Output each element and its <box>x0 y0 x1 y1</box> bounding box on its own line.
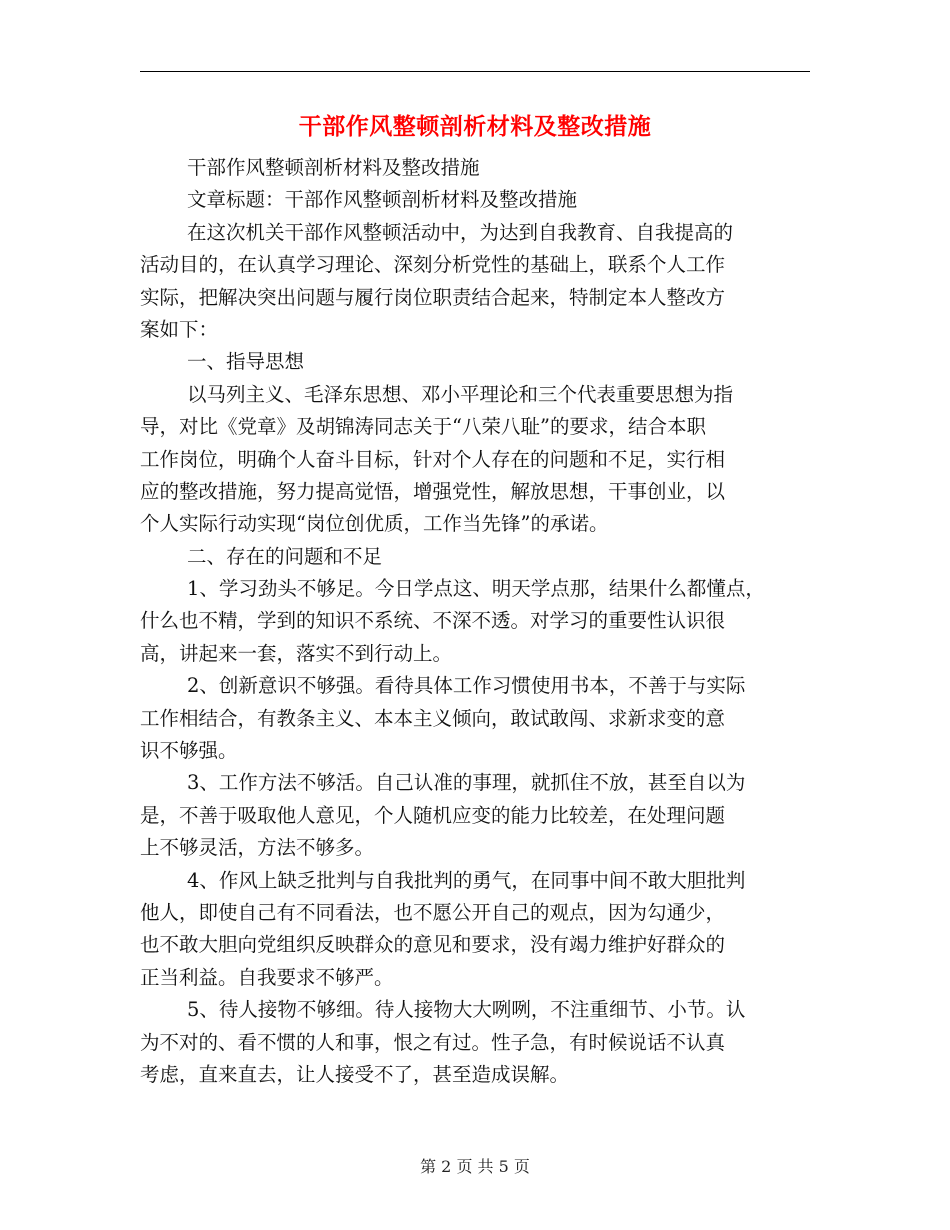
paragraph-line: 工作相结合，有教条主义、本本主义倾向，敢试敢闯、求新求变的意 <box>140 706 726 730</box>
header-rule <box>140 71 810 72</box>
paragraph-line: 2、创新意识不够强。看待具体工作习惯使用书本，不善于与实际 <box>187 674 746 698</box>
paragraph-line: 考虑，直来直去，让人接受不了，甚至造成误解。 <box>140 1062 570 1086</box>
paragraph-line: 正当利益。自我要求不够严。 <box>140 965 394 989</box>
paragraph-line: 他人，即使自己有不同看法，也不愿公开自己的观点，因为勾通少， <box>140 900 726 924</box>
paragraph-line: 5、待人接物不够细。待人接物大大咧咧，不注重细节、小节。认 <box>187 998 746 1022</box>
paragraph-line: 案如下： <box>140 317 219 341</box>
paragraph-line: 工作岗位，明确个人奋斗目标，针对个人存在的问题和不足，实行相 <box>140 447 726 471</box>
paragraph-line: 上不够灵活，方法不够多。 <box>140 836 375 860</box>
paragraph-line: 干部作风整顿剖析材料及整改措施 <box>187 156 480 179</box>
paragraph-line: 一、指导思想 <box>187 350 305 374</box>
paragraph-line: 高，讲起来一套，落实不到行动上。 <box>140 641 453 665</box>
document-title: 干部作风整顿剖析材料及整改措施 <box>298 113 652 140</box>
document-body <box>140 152 812 1091</box>
paragraph-line: 4、作风上缺乏批判与自我批判的勇气，在同事中间不敢大胆批判 <box>187 868 746 892</box>
page-number: 第 2 页 共 5 页 <box>420 1157 530 1176</box>
paragraph-line: 也不敢大胆向党组织反映群众的意见和要求，没有竭力维护好群众的 <box>140 933 726 957</box>
paragraph-line: 二、存在的问题和不足 <box>187 544 383 568</box>
paragraph-line: 个人实际行动实现“岗位创优质，工作当先锋”的承诺。 <box>140 512 609 536</box>
paragraph-line: 以马列主义、毛泽东思想、邓小平理论和三个代表重要思想为指 <box>187 382 734 406</box>
paragraph-line: 应的整改措施，努力提高觉悟，增强党性，解放思想，干事创业，以 <box>140 479 726 503</box>
paragraph-line: 文章标题：干部作风整顿剖析材料及整改措施 <box>187 188 578 212</box>
paragraph-line: 导，对比《党章》及胡锦涛同志关于“八荣八耻”的要求，结合本职 <box>140 415 706 439</box>
paragraph-line: 是，不善于吸取他人意见，个人随机应变的能力比较差，在处理问题 <box>140 803 726 827</box>
paragraph-line: 实际，把解决突出问题与履行岗位职责结合起来，特制定本人整改方 <box>140 285 726 309</box>
paragraph-line: 在这次机关干部作风整顿活动中，为达到自我教育、自我提高的 <box>187 220 734 244</box>
paragraph-line: 什么也不精，学到的知识不系统、不深不透。对学习的重要性认识很 <box>140 609 726 633</box>
paragraph-line: 识不够强。 <box>140 739 238 763</box>
paragraph-line: 活动目的，在认真学习理论、深刻分析党性的基础上，联系个人工作 <box>140 253 726 277</box>
paragraph-line: 为不对的、看不惯的人和事，恨之有过。性子急，有时候说话不认真 <box>140 1030 726 1054</box>
paragraph-line: 1、学习劲头不够足。今日学点这、明天学点那，结果什么都懂点， <box>187 577 765 601</box>
paragraph-line: 3、工作方法不够活。自己认准的事理，就抓住不放，甚至自以为 <box>187 771 746 795</box>
